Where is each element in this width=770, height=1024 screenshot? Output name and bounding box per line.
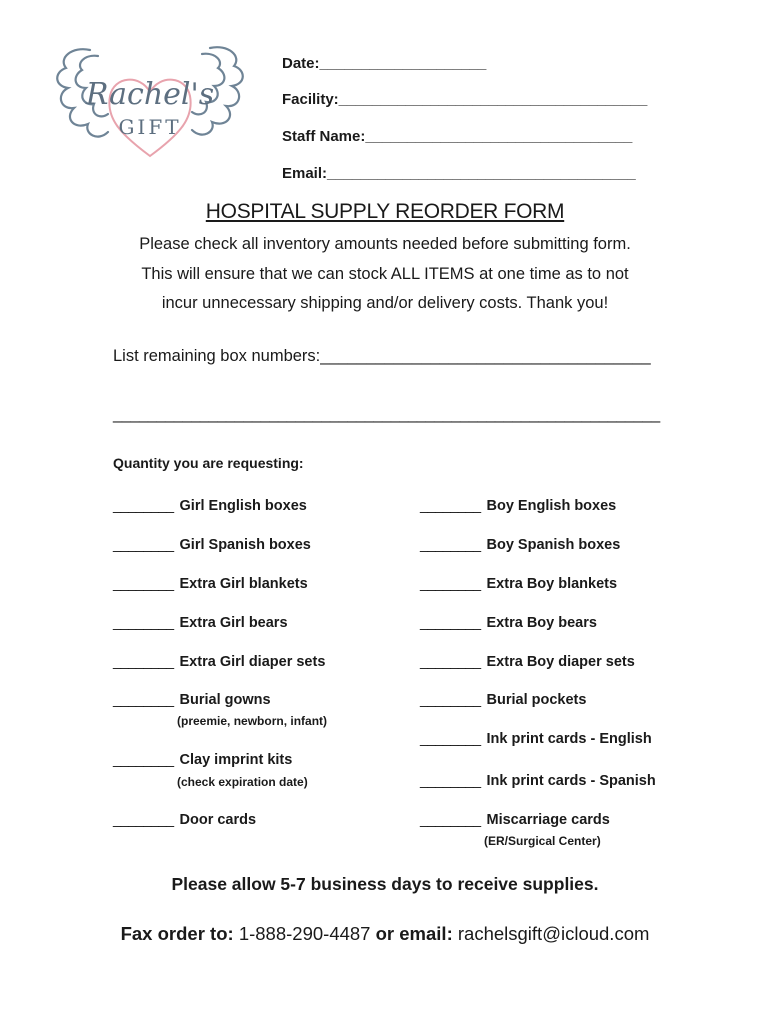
quantity-blank[interactable]: ________ <box>420 773 481 789</box>
girl-english-item[interactable] <box>113 498 307 514</box>
item-label: Clay imprint kits <box>179 752 293 768</box>
quantity-blank[interactable]: ________ <box>420 537 481 553</box>
girl-spanish-item[interactable] <box>113 537 311 553</box>
quantity-blank[interactable]: ________ <box>420 654 481 670</box>
extra-boy-bears-item[interactable] <box>420 615 597 631</box>
quantity-blank[interactable]: ________ <box>113 692 174 708</box>
facility-field[interactable]: Facility:_____________________________________ <box>282 91 648 108</box>
quantity-blank[interactable]: ________ <box>420 615 481 631</box>
fax-label: Fax order to: <box>120 923 234 944</box>
item-label: Boy Spanish boxes <box>486 537 621 553</box>
contact-email[interactable]: rachelsgift@icloud.com <box>457 923 650 944</box>
clay-imprint-kits-item[interactable] <box>113 752 292 768</box>
quantity-blank[interactable]: ________ <box>420 731 481 747</box>
item-label: Girl English boxes <box>179 498 307 514</box>
fax-line <box>0 923 770 945</box>
miscarriage-cards-item[interactable] <box>420 812 610 828</box>
clay-kits-note: (check expiration date) <box>177 775 308 789</box>
quantity-blank[interactable]: ________ <box>113 498 174 514</box>
date-field[interactable]: Date:____________________ <box>282 55 487 72</box>
quantity-blank[interactable]: ________ <box>113 615 174 631</box>
item-label: Ink print cards - English <box>486 731 652 747</box>
intro-paragraph <box>0 230 770 319</box>
intro-line: incur unnecessary shipping and/or delivery costs. Thank you! <box>161 294 609 312</box>
item-label: Extra Girl blankets <box>179 576 308 592</box>
logo-graphic <box>50 38 250 163</box>
quantity-blank[interactable]: ________ <box>113 812 174 828</box>
box-numbers-field[interactable]: List remaining box numbers:____________________________________ <box>113 347 651 365</box>
ink-spanish-item[interactable] <box>420 773 656 789</box>
item-label: Burial gowns <box>179 692 271 708</box>
extra-girl-diaper-sets-item[interactable] <box>113 654 325 670</box>
miscarriage-note: (ER/Surgical Center) <box>484 834 601 848</box>
rachels-gift-logo <box>50 38 250 163</box>
item-label: Extra Girl diaper sets <box>179 654 326 670</box>
or-email-label: or email: <box>375 923 453 944</box>
delivery-notice: Please allow 5-7 business days to receive supplies. <box>171 874 599 894</box>
box-numbers-line[interactable]: _______________________________________________________________ <box>113 405 660 423</box>
item-label: Miscarriage cards <box>486 812 610 828</box>
quantity-blank[interactable]: ________ <box>113 752 174 768</box>
quantity-heading: Quantity you are requesting: <box>113 455 304 471</box>
staff-name-field[interactable]: Staff Name:________________________________ <box>282 128 633 145</box>
quantity-blank[interactable]: ________ <box>420 692 481 708</box>
ink-english-item[interactable] <box>420 731 652 747</box>
burial-gowns-item[interactable] <box>113 692 271 708</box>
quantity-blank[interactable]: ________ <box>113 537 174 553</box>
logo-serif-text: GIFT <box>118 115 182 139</box>
boy-english-item[interactable] <box>420 498 616 514</box>
quantity-blank[interactable]: ________ <box>420 498 481 514</box>
boy-spanish-item[interactable] <box>420 537 620 553</box>
quantity-blank[interactable]: ________ <box>113 576 174 592</box>
item-label: Burial pockets <box>486 692 587 708</box>
intro-line: Please check all inventory amounts needed before submitting form. <box>139 235 631 253</box>
burial-gowns-note: (preemie, newborn, infant) <box>177 714 328 728</box>
door-cards-item[interactable] <box>113 812 256 828</box>
item-label: Extra Boy diaper sets <box>486 654 635 670</box>
extra-boy-blankets-item[interactable] <box>420 576 617 592</box>
quantity-blank[interactable]: ________ <box>420 812 481 828</box>
item-label: Door cards <box>179 812 257 828</box>
extra-girl-blankets-item[interactable] <box>113 576 308 592</box>
extra-girl-bears-item[interactable] <box>113 615 288 631</box>
logo-script-text: Rachel's <box>85 77 215 112</box>
intro-line: This will ensure that we can stock ALL ITEMS at one time as to not <box>141 264 629 283</box>
quantity-blank[interactable]: ________ <box>420 576 481 592</box>
burial-pockets-item[interactable] <box>420 692 586 708</box>
item-label: Extra Girl bears <box>179 615 288 631</box>
item-label: Boy English boxes <box>486 498 617 514</box>
item-label: Extra Boy blankets <box>486 576 618 592</box>
quantity-blank[interactable]: ________ <box>113 654 174 670</box>
item-label: Ink print cards - Spanish <box>486 773 656 789</box>
fax-number[interactable]: 1-888-290-4487 <box>238 923 371 944</box>
item-label: Girl Spanish boxes <box>179 537 311 553</box>
extra-boy-diaper-sets-item[interactable] <box>420 654 635 670</box>
form-title: HOSPITAL SUPPLY REORDER FORM <box>205 200 565 223</box>
email-field[interactable]: Email:_____________________________________ <box>282 165 636 182</box>
item-label: Extra Boy bears <box>486 615 597 631</box>
